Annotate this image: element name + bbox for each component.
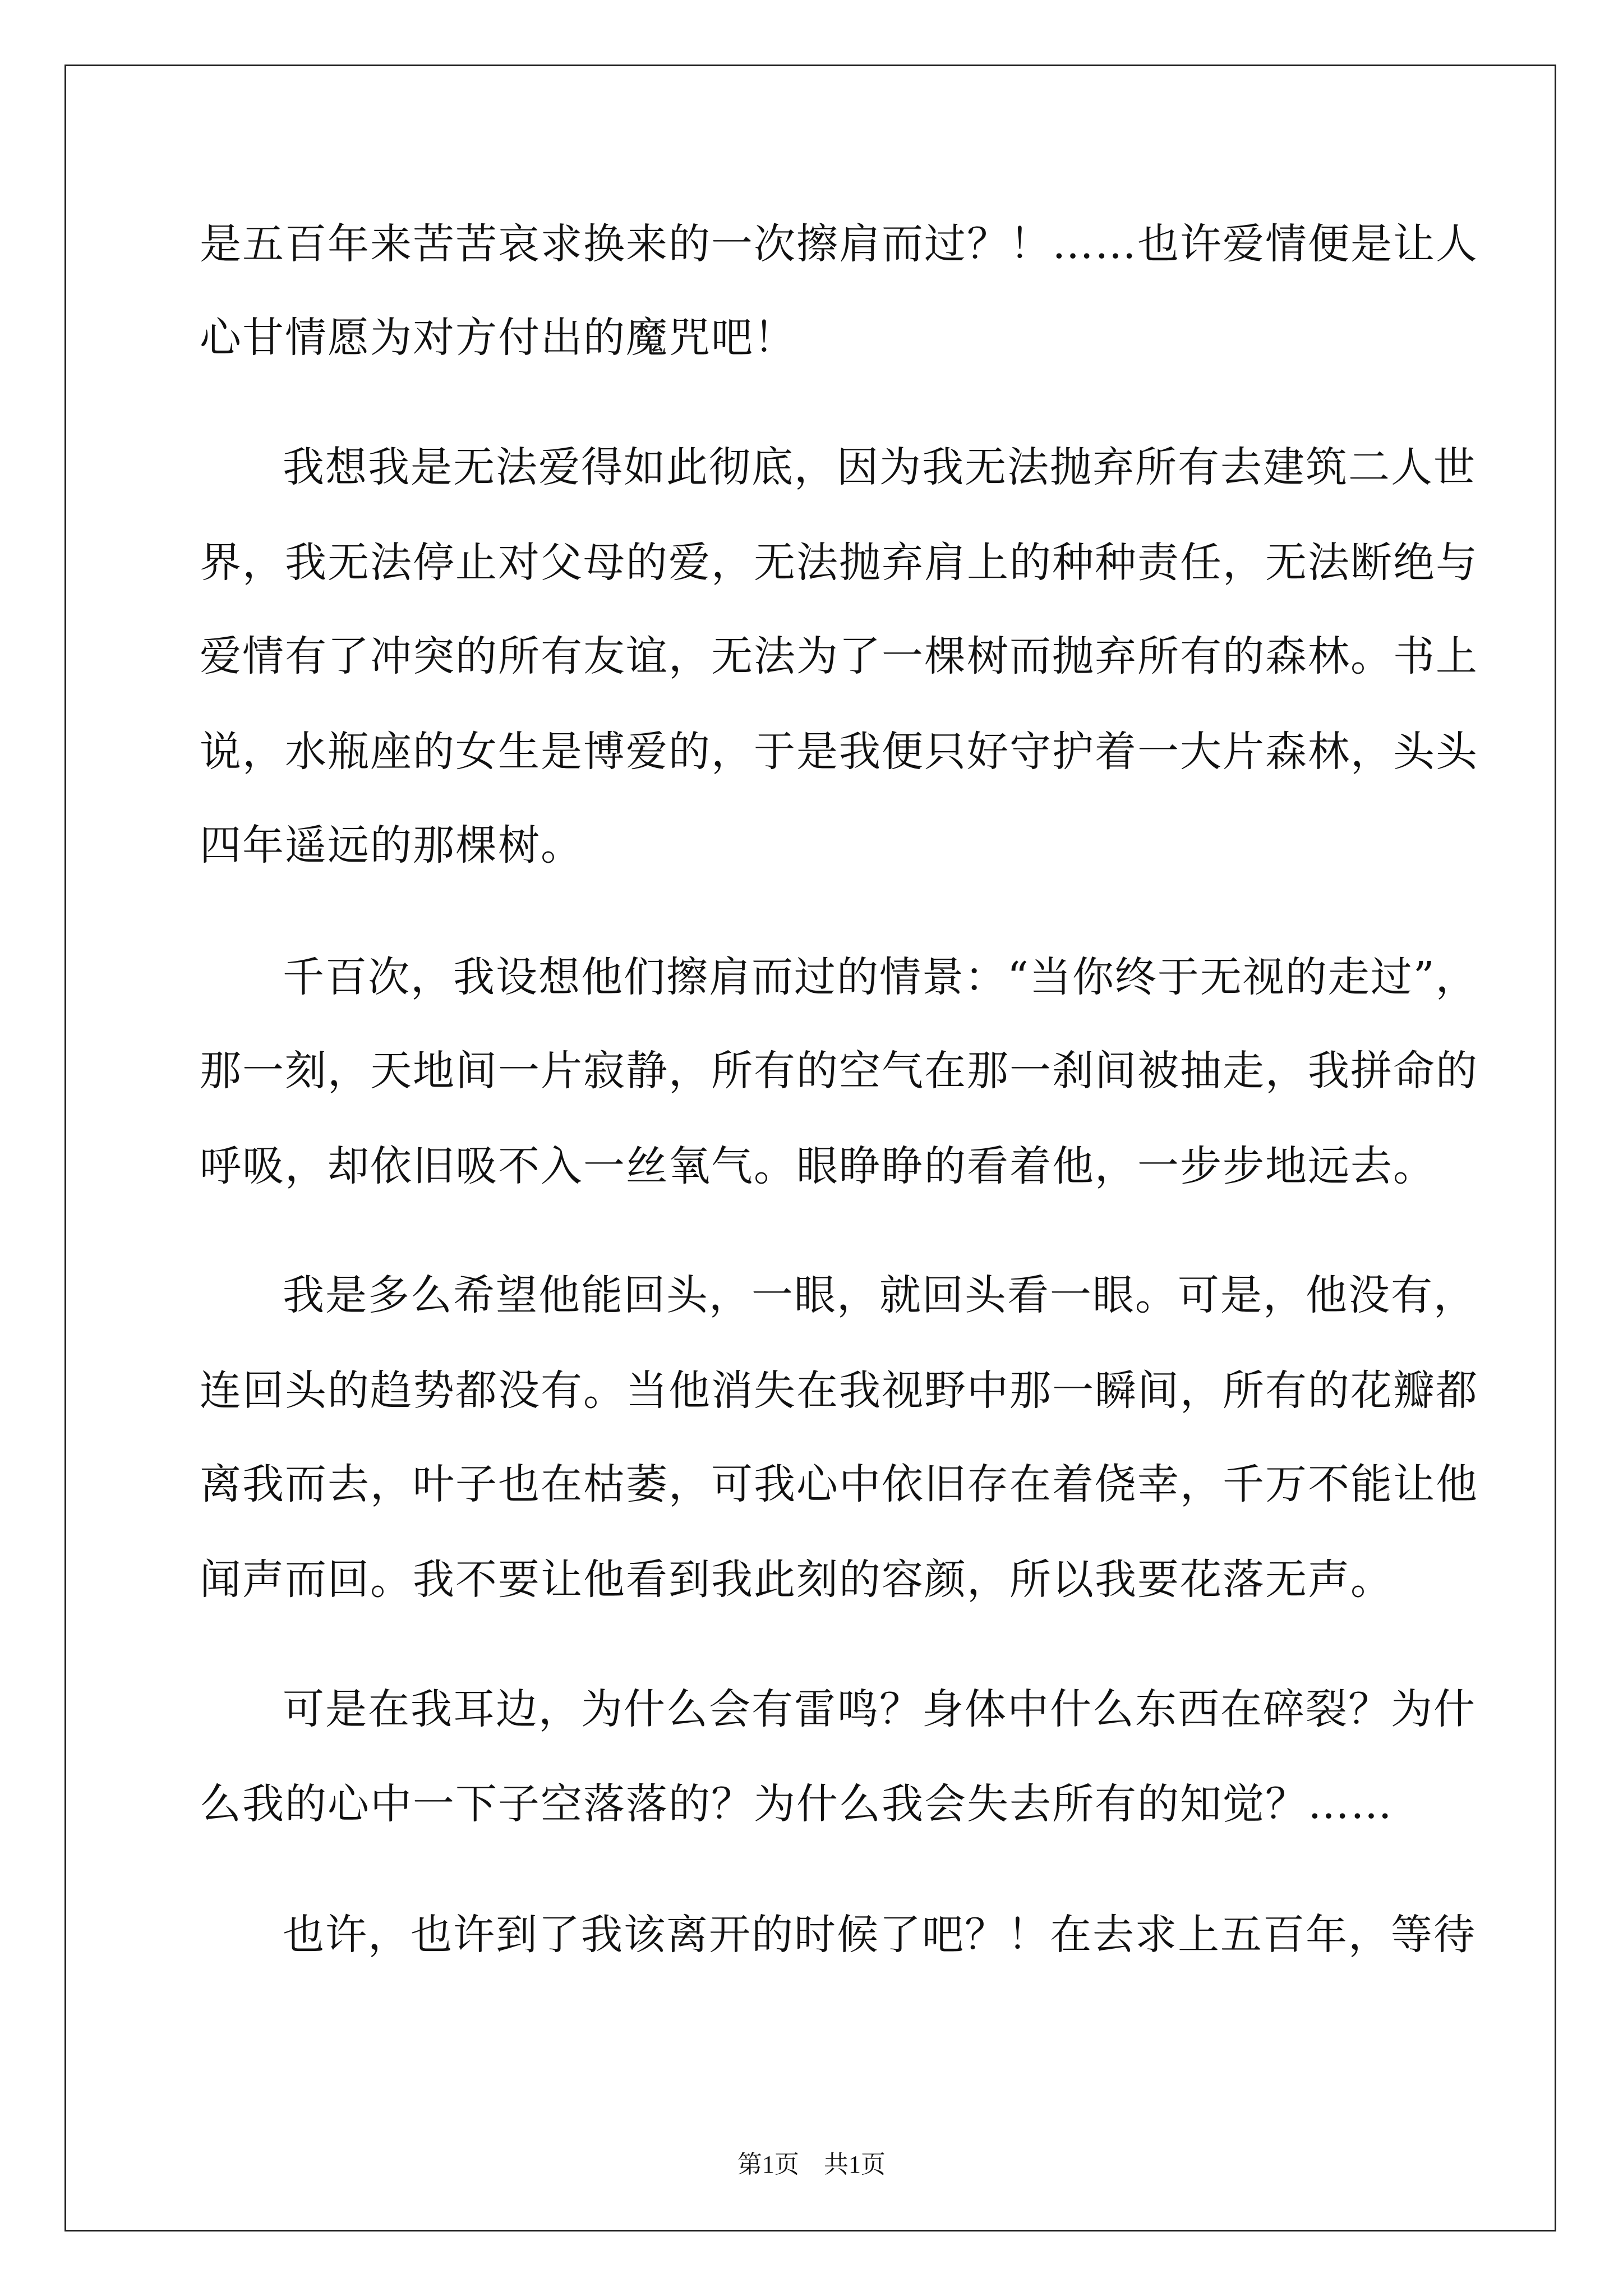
text-line: 那一刻，天地间一片寂静，所有的空气在那一刹间被抽走，我拼命的 [200,1047,1478,1095]
text-line: 我是多么希望他能回头，一眼，就回头看一眼。可是，他没有， [283,1271,1476,1319]
text-line: 也许，也许到了我该离开的时候了吧？！在去求上五百年，等待 [283,1911,1476,1959]
text-line: 四年遥远的那棵树。 [200,821,583,869]
text-line: 千百次，我设想他们擦肩而过的情景：“当你终于无视的走过”， [283,953,1478,1001]
page-number: 第1页 共1页 [737,2151,886,2178]
text-line: 是五百年来苦苦哀求换来的一次擦肩而过？！……也许爱情便是让人 [200,220,1478,268]
text-line: 呼吸，却依旧吸不入一丝氧气。眼睁睁的看着他，一步步地远去。 [200,1142,1436,1190]
text-line: 连回头的趋势都没有。当他消失在我视野中那一瞬间，所有的花瓣都 [200,1366,1478,1415]
text-line: 我想我是无法爱得如此彻底，因为我无法抛弃所有去建筑二人世 [283,443,1476,491]
text-line: 说，水瓶座的女生是博爱的，于是我便只好守护着一大片森林，头头 [200,728,1478,776]
text-line: 爱情有了冲突的所有友谊，无法为了一棵树而抛弃所有的森林。书上 [200,632,1478,680]
text-line: 闻声而回。我不要让他看到我此刻的容颜，所以我要花落无声。 [200,1556,1393,1604]
text-line: 离我而去，叶子也在枯萎，可我心中依旧存在着侥幸，千万不能让他 [200,1460,1478,1508]
text-line: 界，我无法停止对父母的爱，无法抛弃肩上的种种责任，无法断绝与 [200,539,1478,587]
text-line: 心甘情愿为对方付出的魔咒吧！ [200,314,796,362]
text-line: 么我的心中一下子空落落的？为什么我会失去所有的知觉？…… [200,1780,1393,1828]
text-line: 可是在我耳边，为什么会有雷鸣？身体中什么东西在碎裂？为什 [283,1685,1476,1733]
